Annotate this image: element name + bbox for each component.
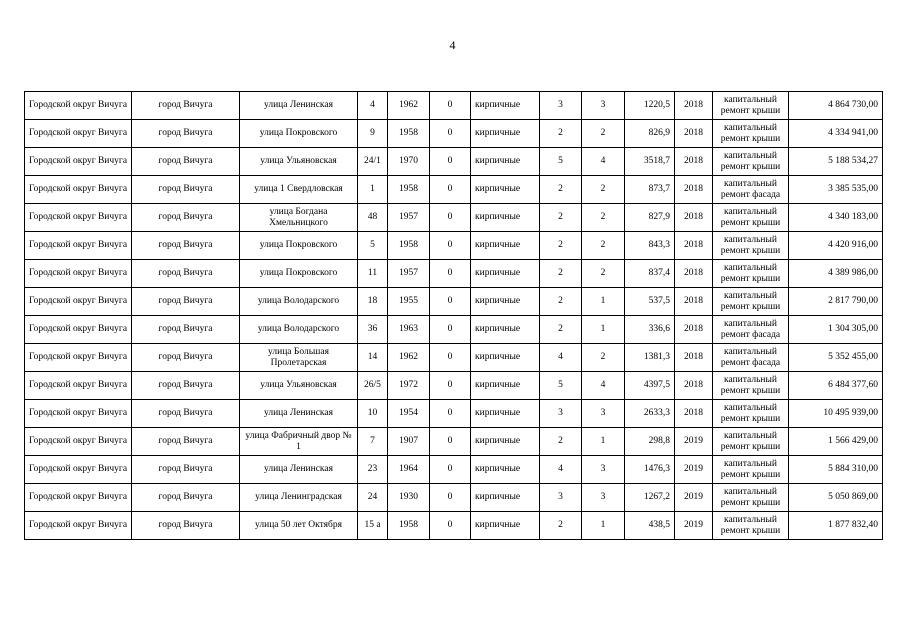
cell-material: кирпичные [471,456,540,484]
cell-district: Городской округ Вичуга [25,512,132,540]
cell-entrances: 2 [582,232,625,260]
cell-district: Городской округ Вичуга [25,484,132,512]
cell-plan-year: 2019 [675,428,713,456]
page-number: 4 [449,38,456,52]
cell-col6: 0 [430,456,471,484]
table-row [25,260,883,288]
cell-work-type: капитальный ремонт крыши [713,92,789,120]
cell-cost: 2 817 790,00 [789,288,883,316]
cell-house: 36 [358,316,388,344]
cell-work-type: капитальный ремонт крыши [713,512,789,540]
cell-cost: 4 334 941,00 [789,120,883,148]
cell-street: улица Володарского [240,288,358,316]
cell-street: улица Ленинская [240,400,358,428]
cell-area: 826,9 [625,120,675,148]
cell-street: улица Богдана Хмельницкого [240,204,358,232]
cell-entrances: 3 [582,456,625,484]
cell-city: город Вичуга [132,120,240,148]
cell-col6: 0 [430,428,471,456]
table-row [25,512,883,540]
cell-house: 5 [358,232,388,260]
cell-city: город Вичуга [132,92,240,120]
cell-district: Городской округ Вичуга [25,260,132,288]
cell-city: город Вичуга [132,372,240,400]
cell-district: Городской округ Вичуга [25,456,132,484]
cell-floors: 2 [540,288,582,316]
cell-plan-year: 2018 [675,232,713,260]
cell-material: кирпичные [471,92,540,120]
cell-street: улица Большая Пролетарская [240,344,358,372]
cell-district: Городской округ Вичуга [25,372,132,400]
cell-col6: 0 [430,92,471,120]
cell-work-type: капитальный ремонт крыши [713,400,789,428]
cell-floors: 3 [540,92,582,120]
table-row [25,456,883,484]
cell-street: улица Володарского [240,316,358,344]
cell-material: кирпичные [471,372,540,400]
cell-street: улица 50 лет Октября [240,512,358,540]
cell-col6: 0 [430,260,471,288]
cell-year-built: 1958 [388,176,430,204]
cell-street: улица Покровского [240,232,358,260]
cell-entrances: 4 [582,148,625,176]
cell-material: кирпичные [471,176,540,204]
cell-area: 537,5 [625,288,675,316]
cell-area: 1267,2 [625,484,675,512]
cell-house: 24/1 [358,148,388,176]
table-row [25,316,883,344]
cell-year-built: 1970 [388,148,430,176]
cell-area: 1381,3 [625,344,675,372]
cell-floors: 3 [540,400,582,428]
cell-material: кирпичные [471,204,540,232]
cell-district: Городской округ Вичуга [25,120,132,148]
cell-entrances: 1 [582,512,625,540]
cell-street: улица Ленинская [240,92,358,120]
table-row [25,148,883,176]
table-row [25,120,883,148]
cell-area: 438,5 [625,512,675,540]
cell-material: кирпичные [471,288,540,316]
cell-plan-year: 2018 [675,204,713,232]
cell-city: город Вичуга [132,204,240,232]
cell-work-type: капитальный ремонт крыши [713,204,789,232]
cell-cost: 4 864 730,00 [789,92,883,120]
cell-material: кирпичные [471,428,540,456]
cell-year-built: 1907 [388,428,430,456]
cell-house: 7 [358,428,388,456]
cell-city: город Вичуга [132,456,240,484]
cell-street: улица Ленинская [240,456,358,484]
cell-material: кирпичные [471,484,540,512]
cell-floors: 5 [540,372,582,400]
cell-district: Городской округ Вичуга [25,428,132,456]
cell-street: улица Ленинградская [240,484,358,512]
cell-city: город Вичуга [132,232,240,260]
cell-plan-year: 2019 [675,484,713,512]
table-row [25,372,883,400]
table-row [25,428,883,456]
cell-house: 9 [358,120,388,148]
cell-house: 14 [358,344,388,372]
cell-work-type: капитальный ремонт крыши [713,428,789,456]
cell-district: Городской округ Вичуга [25,176,132,204]
table-row [25,204,883,232]
cell-work-type: капитальный ремонт крыши [713,148,789,176]
cell-entrances: 2 [582,344,625,372]
cell-plan-year: 2018 [675,400,713,428]
cell-house: 4 [358,92,388,120]
cell-plan-year: 2018 [675,288,713,316]
cell-floors: 5 [540,148,582,176]
cell-plan-year: 2019 [675,512,713,540]
cell-house: 1 [358,176,388,204]
cell-cost: 1 566 429,00 [789,428,883,456]
cell-col6: 0 [430,176,471,204]
cell-entrances: 3 [582,484,625,512]
table-row [25,288,883,316]
cell-floors: 2 [540,204,582,232]
cell-material: кирпичные [471,344,540,372]
cell-year-built: 1958 [388,232,430,260]
cell-year-built: 1972 [388,372,430,400]
cell-area: 3518,7 [625,148,675,176]
cell-area: 1476,3 [625,456,675,484]
cell-house: 15 а [358,512,388,540]
cell-work-type: капитальный ремонт крыши [713,288,789,316]
cell-city: город Вичуга [132,316,240,344]
cell-year-built: 1958 [388,120,430,148]
cell-city: город Вичуга [132,512,240,540]
cell-cost: 6 484 377,60 [789,372,883,400]
cell-city: город Вичуга [132,400,240,428]
table-row [25,232,883,260]
cell-cost: 4 420 916,00 [789,232,883,260]
cell-area: 336,6 [625,316,675,344]
cell-cost: 5 884 310,00 [789,456,883,484]
cell-cost: 5 352 455,00 [789,344,883,372]
cell-area: 837,4 [625,260,675,288]
table-row [25,484,883,512]
cell-house: 10 [358,400,388,428]
cell-city: город Вичуга [132,288,240,316]
cell-house: 26/5 [358,372,388,400]
cell-work-type: капитальный ремонт крыши [713,484,789,512]
cell-plan-year: 2018 [675,176,713,204]
cell-material: кирпичные [471,120,540,148]
cell-district: Городской округ Вичуга [25,316,132,344]
cell-plan-year: 2018 [675,372,713,400]
cell-year-built: 1962 [388,344,430,372]
cell-col6: 0 [430,512,471,540]
cell-col6: 0 [430,288,471,316]
cell-district: Городской округ Вичуга [25,232,132,260]
cell-plan-year: 2018 [675,260,713,288]
cell-material: кирпичные [471,400,540,428]
cell-city: город Вичуга [132,260,240,288]
cell-plan-year: 2019 [675,456,713,484]
cell-col6: 0 [430,204,471,232]
cell-year-built: 1958 [388,512,430,540]
cell-work-type: капитальный ремонт крыши [713,372,789,400]
cell-floors: 2 [540,260,582,288]
cell-entrances: 2 [582,120,625,148]
cell-area: 827,9 [625,204,675,232]
cell-floors: 2 [540,176,582,204]
cell-street: улица Покровского [240,120,358,148]
cell-area: 843,3 [625,232,675,260]
cell-street: улица Фабричный двор № 1 [240,428,358,456]
cell-year-built: 1930 [388,484,430,512]
cell-entrances: 2 [582,204,625,232]
cell-plan-year: 2018 [675,92,713,120]
cell-street: улица Ульяновская [240,372,358,400]
cell-work-type: капитальный ремонт фасада [713,316,789,344]
table-row [25,344,883,372]
cell-floors: 4 [540,456,582,484]
cell-col6: 0 [430,400,471,428]
cell-col6: 0 [430,148,471,176]
cell-district: Городской округ Вичуга [25,288,132,316]
cell-year-built: 1955 [388,288,430,316]
cell-cost: 4 340 183,00 [789,204,883,232]
cell-cost: 3 385 535,00 [789,176,883,204]
cell-material: кирпичные [471,260,540,288]
cell-plan-year: 2018 [675,316,713,344]
cell-work-type: капитальный ремонт крыши [713,260,789,288]
cell-district: Городской округ Вичуга [25,148,132,176]
cell-house: 48 [358,204,388,232]
cell-year-built: 1957 [388,204,430,232]
cell-cost: 10 495 939,00 [789,400,883,428]
cell-area: 1220,5 [625,92,675,120]
cell-floors: 2 [540,428,582,456]
cell-district: Городской округ Вичуга [25,344,132,372]
cell-entrances: 1 [582,288,625,316]
cell-entrances: 2 [582,176,625,204]
cell-col6: 0 [430,232,471,260]
cell-cost: 1 304 305,00 [789,316,883,344]
table-row [25,400,883,428]
cell-city: город Вичуга [132,344,240,372]
cell-work-type: капитальный ремонт фасада [713,176,789,204]
cell-city: город Вичуга [132,484,240,512]
cell-entrances: 4 [582,372,625,400]
table-row [25,92,883,120]
cell-work-type: капитальный ремонт крыши [713,232,789,260]
cell-year-built: 1962 [388,92,430,120]
cell-year-built: 1957 [388,260,430,288]
cell-floors: 4 [540,344,582,372]
cell-material: кирпичные [471,148,540,176]
table-row [25,176,883,204]
cell-year-built: 1963 [388,316,430,344]
cell-house: 11 [358,260,388,288]
cell-cost: 5 050 869,00 [789,484,883,512]
cell-city: город Вичуга [132,176,240,204]
housing-repair-table [24,91,883,540]
cell-work-type: капитальный ремонт крыши [713,120,789,148]
cell-house: 23 [358,456,388,484]
cell-city: город Вичуга [132,148,240,176]
cell-entrances: 1 [582,428,625,456]
cell-col6: 0 [430,120,471,148]
cell-cost: 5 188 534,27 [789,148,883,176]
cell-floors: 2 [540,120,582,148]
cell-col6: 0 [430,484,471,512]
cell-street: улица Ульяновская [240,148,358,176]
cell-entrances: 1 [582,316,625,344]
cell-material: кирпичные [471,316,540,344]
cell-floors: 2 [540,232,582,260]
cell-area: 873,7 [625,176,675,204]
cell-plan-year: 2018 [675,148,713,176]
cell-city: город Вичуга [132,428,240,456]
cell-house: 18 [358,288,388,316]
cell-area: 298,8 [625,428,675,456]
cell-material: кирпичные [471,512,540,540]
cell-floors: 2 [540,512,582,540]
cell-street: улица 1 Свердловская [240,176,358,204]
cell-work-type: капитальный ремонт крыши [713,456,789,484]
cell-district: Городской округ Вичуга [25,400,132,428]
cell-entrances: 2 [582,260,625,288]
cell-cost: 4 389 986,00 [789,260,883,288]
cell-floors: 2 [540,316,582,344]
cell-area: 2633,3 [625,400,675,428]
cell-cost: 1 877 832,40 [789,512,883,540]
cell-plan-year: 2018 [675,344,713,372]
cell-col6: 0 [430,372,471,400]
cell-street: улица Покровского [240,260,358,288]
cell-work-type: капитальный ремонт фасада [713,344,789,372]
cell-area: 4397,5 [625,372,675,400]
cell-plan-year: 2018 [675,120,713,148]
cell-year-built: 1964 [388,456,430,484]
table-body [25,92,883,540]
cell-house: 24 [358,484,388,512]
cell-district: Городской округ Вичуга [25,204,132,232]
cell-floors: 3 [540,484,582,512]
cell-col6: 0 [430,316,471,344]
cell-col6: 0 [430,344,471,372]
cell-year-built: 1954 [388,400,430,428]
cell-entrances: 3 [582,92,625,120]
cell-district: Городской округ Вичуга [25,92,132,120]
cell-entrances: 3 [582,400,625,428]
cell-material: кирпичные [471,232,540,260]
